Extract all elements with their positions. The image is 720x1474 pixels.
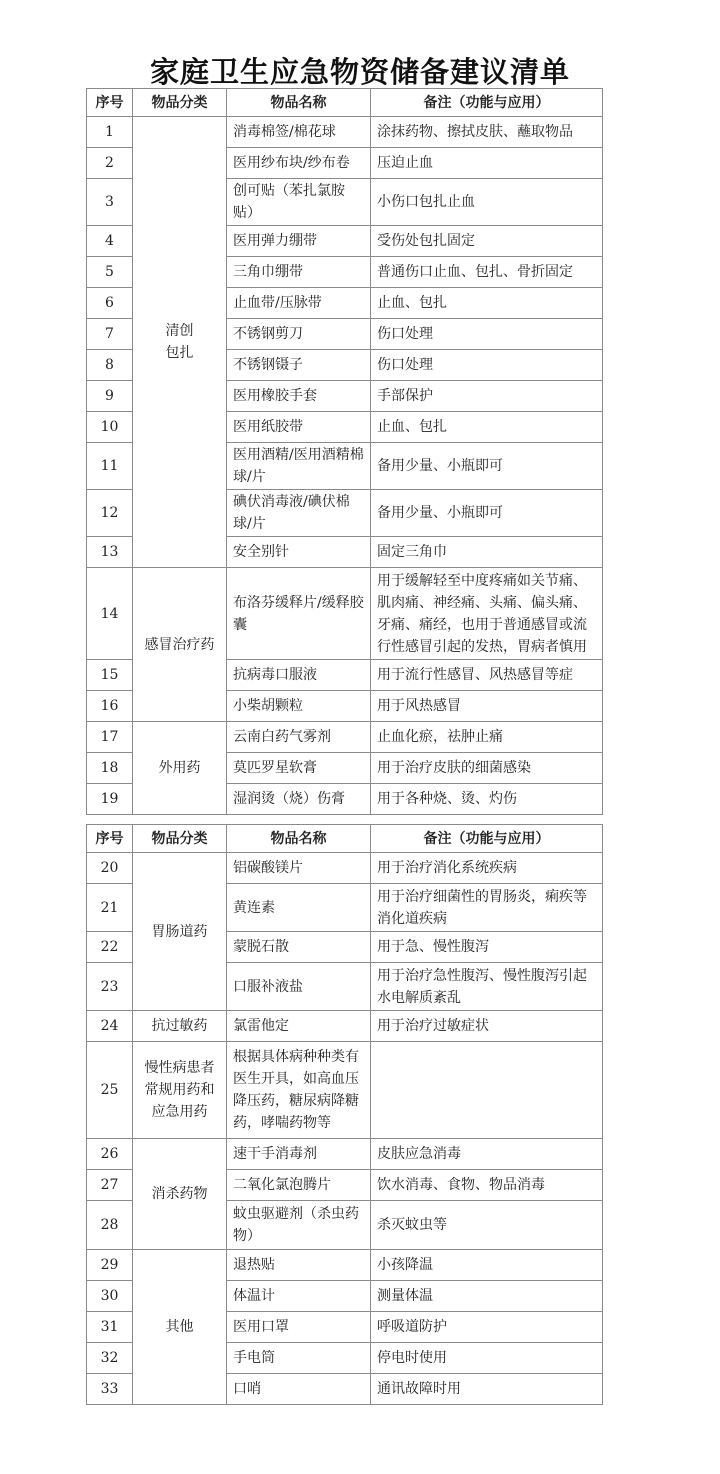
item-name-cell: 退热贴	[227, 1250, 371, 1281]
seq-cell: 29	[87, 1250, 133, 1281]
note-cell: 用于治疗消化系统疾病	[371, 853, 603, 884]
header-item-name: 物品名称	[227, 89, 371, 117]
note-cell: 用于治疗皮肤的细菌感染	[371, 753, 603, 784]
item-name-cell: 二氧化氯泡腾片	[227, 1170, 371, 1201]
seq-cell: 23	[87, 963, 133, 1011]
seq-cell: 1	[87, 117, 133, 148]
note-cell: 用于风热感冒	[371, 691, 603, 722]
item-name-cell: 不锈钢剪刀	[227, 319, 371, 350]
item-name-cell: 医用酒精/医用酒精棉球/片	[227, 443, 371, 490]
table-body	[87, 117, 603, 815]
note-cell	[371, 1042, 603, 1139]
table-header-row	[87, 825, 603, 853]
item-name-cell: 莫匹罗星软膏	[227, 753, 371, 784]
table-row	[87, 117, 603, 148]
note-cell: 用于各种烧、烫、灼伤	[371, 784, 603, 815]
table-row	[87, 1250, 603, 1281]
header-category: 物品分类	[133, 89, 227, 117]
note-cell: 用于流行性感冒、风热感冒等症	[371, 660, 603, 691]
seq-cell: 20	[87, 853, 133, 884]
note-cell: 手部保护	[371, 381, 603, 412]
item-name-cell: 湿润烫（烧）伤膏	[227, 784, 371, 815]
header-category: 物品分类	[133, 825, 227, 853]
note-cell: 备用少量、小瓶即可	[371, 490, 603, 537]
note-cell: 测量体温	[371, 1281, 603, 1312]
seq-cell: 16	[87, 691, 133, 722]
item-name-cell: 铝碳酸镁片	[227, 853, 371, 884]
table-row	[87, 853, 603, 884]
seq-cell: 24	[87, 1011, 133, 1042]
seq-cell: 27	[87, 1170, 133, 1201]
seq-cell: 8	[87, 350, 133, 381]
item-name-cell: 手电筒	[227, 1343, 371, 1374]
item-name-cell: 蒙脱石散	[227, 932, 371, 963]
seq-cell: 26	[87, 1139, 133, 1170]
note-cell: 普通伤口止血、包扎、骨折固定	[371, 257, 603, 288]
note-cell: 皮肤应急消毒	[371, 1139, 603, 1170]
seq-cell: 14	[87, 568, 133, 660]
table-row	[87, 1042, 603, 1139]
seq-cell: 21	[87, 884, 133, 932]
item-name-cell: 氯雷他定	[227, 1011, 371, 1042]
supply-table-part-1	[86, 88, 603, 815]
note-cell: 止血、包扎	[371, 412, 603, 443]
seq-cell: 25	[87, 1042, 133, 1139]
note-cell: 用于治疗过敏症状	[371, 1011, 603, 1042]
item-name-cell: 口服补液盐	[227, 963, 371, 1011]
item-name-cell: 医用橡胶手套	[227, 381, 371, 412]
item-name-cell: 抗病毒口服液	[227, 660, 371, 691]
note-cell: 止血化瘀，祛肿止痛	[371, 722, 603, 753]
note-cell: 用于治疗急性腹泻、慢性腹泻引起水电解质紊乱	[371, 963, 603, 1011]
seq-cell: 7	[87, 319, 133, 350]
note-cell: 通讯故障时用	[371, 1374, 603, 1405]
table-row	[87, 568, 603, 660]
table-row	[87, 722, 603, 753]
category-cell: 外用药	[133, 722, 227, 815]
note-cell: 饮水消毒、食物、物品消毒	[371, 1170, 603, 1201]
item-name-cell: 黄连素	[227, 884, 371, 932]
note-cell: 伤口处理	[371, 319, 603, 350]
item-name-cell: 碘伏消毒液/碘伏棉球/片	[227, 490, 371, 537]
item-name-cell: 消毒棉签/棉花球	[227, 117, 371, 148]
table-header-row	[87, 89, 603, 117]
page-title: 家庭卫生应急物资储备建议清单	[149, 55, 570, 89]
table-body	[87, 853, 603, 1405]
seq-cell: 28	[87, 1201, 133, 1250]
seq-cell: 9	[87, 381, 133, 412]
note-cell: 止血、包扎	[371, 288, 603, 319]
item-name-cell: 不锈钢镊子	[227, 350, 371, 381]
note-cell: 压迫止血	[371, 148, 603, 179]
seq-cell: 11	[87, 443, 133, 490]
seq-cell: 4	[87, 226, 133, 257]
category-cell: 抗过敏药	[133, 1011, 227, 1042]
note-cell: 固定三角巾	[371, 537, 603, 568]
seq-cell: 31	[87, 1312, 133, 1343]
item-name-cell: 医用口罩	[227, 1312, 371, 1343]
seq-cell: 32	[87, 1343, 133, 1374]
category-cell: 感冒治疗药	[133, 568, 227, 722]
item-name-cell: 布洛芬缓释片/缓释胶囊	[227, 568, 371, 660]
category-cell: 其他	[133, 1250, 227, 1405]
item-name-cell: 止血带/压脉带	[227, 288, 371, 319]
note-cell: 伤口处理	[371, 350, 603, 381]
note-cell: 呼吸道防护	[371, 1312, 603, 1343]
header-note: 备注（功能与应用）	[371, 89, 603, 117]
category-cell: 胃肠道药	[133, 853, 227, 1011]
note-cell: 停电时使用	[371, 1343, 603, 1374]
item-name-cell: 医用纱布块/纱布卷	[227, 148, 371, 179]
note-cell: 小孩降温	[371, 1250, 603, 1281]
item-name-cell: 医用弹力绷带	[227, 226, 371, 257]
category-cell: 清创 包扎	[133, 117, 227, 568]
seq-cell: 18	[87, 753, 133, 784]
seq-cell: 5	[87, 257, 133, 288]
seq-cell: 17	[87, 722, 133, 753]
item-name-cell: 口哨	[227, 1374, 371, 1405]
item-name-cell: 三角巾绷带	[227, 257, 371, 288]
note-cell: 用于缓解轻至中度疼痛如关节痛、肌肉痛、神经痛、头痛、偏头痛、牙痛、痛经，也用于普通感冒或流行性感冒引起的发热，胃病者慎用	[371, 568, 603, 660]
seq-cell: 10	[87, 412, 133, 443]
header-item-name: 物品名称	[227, 825, 371, 853]
note-cell: 小伤口包扎止血	[371, 179, 603, 226]
note-cell: 杀灭蚊虫等	[371, 1201, 603, 1250]
note-cell: 受伤处包扎固定	[371, 226, 603, 257]
item-name-cell: 蚊虫驱避剂（杀虫药物）	[227, 1201, 371, 1250]
seq-cell: 6	[87, 288, 133, 319]
seq-cell: 33	[87, 1374, 133, 1405]
category-cell: 消杀药物	[133, 1139, 227, 1250]
header-note: 备注（功能与应用）	[371, 825, 603, 853]
seq-cell: 12	[87, 490, 133, 537]
note-cell: 备用少量、小瓶即可	[371, 443, 603, 490]
item-name-cell: 创可贴（苯扎氯胺贴）	[227, 179, 371, 226]
table-row	[87, 1139, 603, 1170]
note-cell: 用于急、慢性腹泻	[371, 932, 603, 963]
seq-cell: 30	[87, 1281, 133, 1312]
seq-cell: 19	[87, 784, 133, 815]
item-name-cell: 体温计	[227, 1281, 371, 1312]
table-row	[87, 1011, 603, 1042]
item-name-cell: 根据具体病种种类有医生开具，如高血压降压药，糖尿病降糖药，哮喘药物等	[227, 1042, 371, 1139]
header-seq: 序号	[87, 89, 133, 117]
category-cell: 慢性病患者常规用药和应急用药	[133, 1042, 227, 1139]
note-cell: 用于治疗细菌性的胃肠炎，痢疾等消化道疾病	[371, 884, 603, 932]
item-name-cell: 安全别针	[227, 537, 371, 568]
note-cell: 涂抹药物、擦拭皮肤、蘸取物品	[371, 117, 603, 148]
seq-cell: 13	[87, 537, 133, 568]
seq-cell: 15	[87, 660, 133, 691]
header-seq: 序号	[87, 825, 133, 853]
seq-cell: 22	[87, 932, 133, 963]
seq-cell: 2	[87, 148, 133, 179]
item-name-cell: 速干手消毒剂	[227, 1139, 371, 1170]
item-name-cell: 小柴胡颗粒	[227, 691, 371, 722]
seq-cell: 3	[87, 179, 133, 226]
supply-table-part-2	[86, 824, 603, 1405]
item-name-cell: 医用纸胶带	[227, 412, 371, 443]
item-name-cell: 云南白药气雾剂	[227, 722, 371, 753]
